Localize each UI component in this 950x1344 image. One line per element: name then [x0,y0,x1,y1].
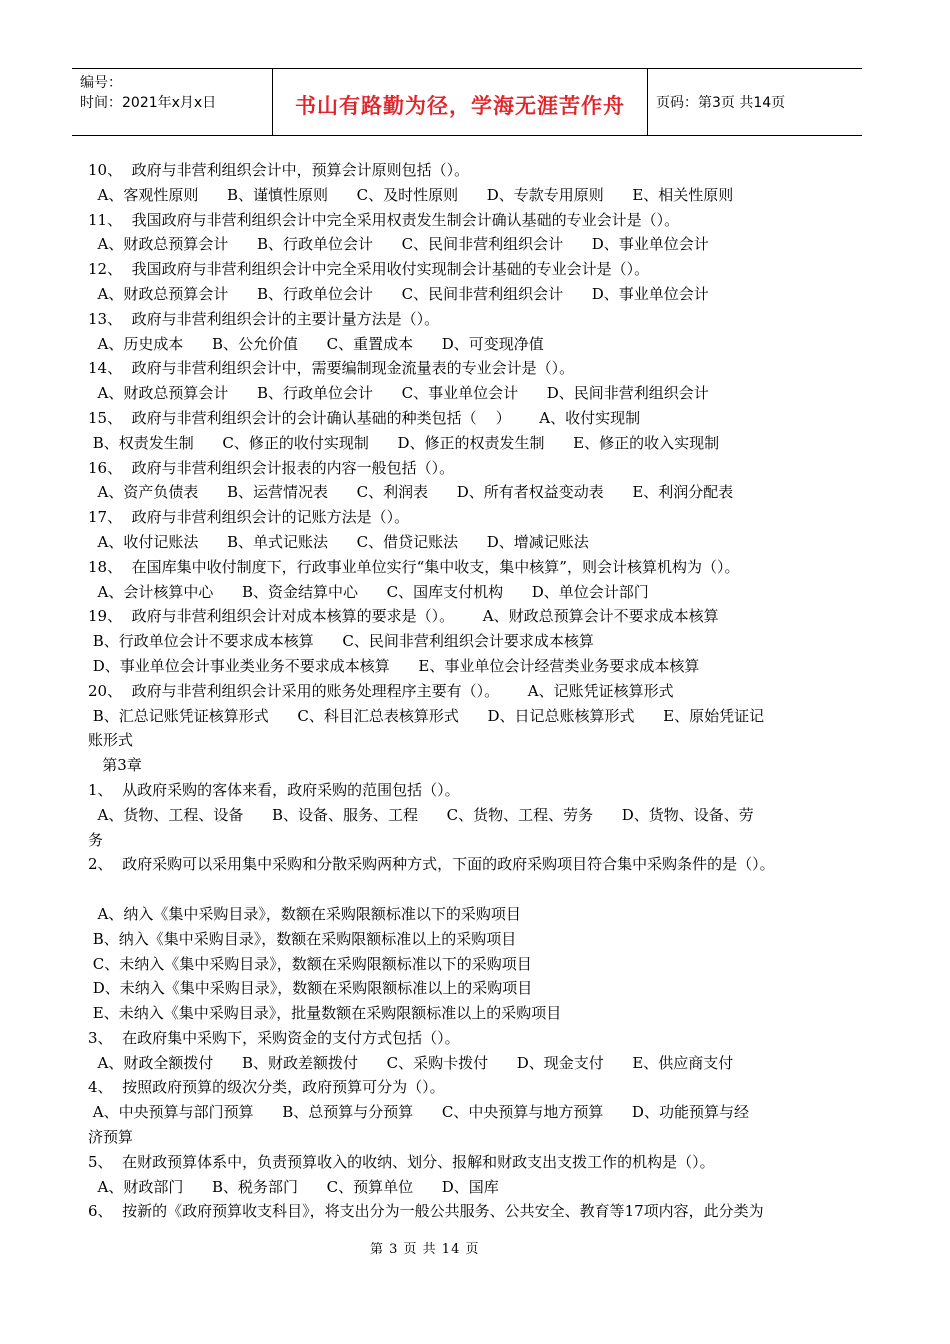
text-line: 14、 政府与非营利组织会计中，需要编制现金流量表的专业会计是（）。 [88,359,575,378]
option-line: B、纳入《集中采购目录》，数额在采购限额标准以上的采购项目 [88,929,517,948]
number-label: 编号： [80,75,122,91]
text-line: 13、 政府与非营利组织会计的主要计量方法是（）。 [88,309,440,328]
header-motto: 书山有路勤为径，学海无涯苦作舟 [273,69,648,135]
option-line: A、财政全额拨付 B、财政差额拨付 C、采购卡拨付 D、现金支付 E、供应商支付 [88,1053,734,1072]
option-line: A、纳入《集中采购目录》，数额在采购限额标准以下的采购项目 [88,904,521,923]
text-line: 10、 政府与非营利组织会计中，预算会计原则包括（）。 [88,161,470,179]
text-line: 3、 在政府集中采购下，采购资金的支付方式包括（）。 [88,1028,460,1047]
text-line: 17、 政府与非营利组织会计的记账方法是（）。 [88,508,410,527]
document-body [88,158,850,1224]
blank-line [88,877,850,902]
option-line: 济预算 [88,1128,134,1147]
text-line: 1、 从政府采购的客体来看，政府采购的范围包括（）。 [88,780,460,799]
text-line: 16、 政府与非营利组织会计报表的内容一般包括（）。 [88,458,455,477]
option-line: A、收付记账法 B、单式记账法 C、借贷记账法 D、增减记账法 [88,532,589,551]
text-line: 15、 政府与非营利组织会计的会计确认基础的种类包括（ ） A、收付实现制 [88,408,641,427]
text-line: 12、 我国政府与非营利组织会计中完全采用收付实现制会计基础的专业会计是（）。 [88,260,650,279]
text-line: 18、 在国库集中收付制度下，行政事业单位实行“集中收支，集中核算”，则会计核算机构为（）。 [88,557,740,576]
text-line: 6、 按新的《政府预算收支科目》，将支出分为一般公共服务、公共安全、教育等17项内容，此分类为 [88,1202,764,1221]
option-line: B、权责发生制 C、修正的收付实现制 D、修正的权责发生制 E、修正的收入实现制 [88,433,720,452]
option-line: B、行政单位会计不要求成本核算 C、民间非营利组织会计要求成本核算 [88,632,594,651]
option-line: 账形式 [88,731,134,750]
header-page-number: 页码：第3页 共14页 [656,95,786,111]
text-line: 2、 政府采购可以采用集中采购和分散采购两种方式，下面的政府采购项目符合集中采购条件的是（）。 [88,855,775,874]
option-line: E、未纳入《集中采购目录》，批量数额在采购限额标准以上的采购项目 [88,1004,562,1023]
page-footer: 第 3 页 共 14 页 [370,1242,480,1257]
page-header [72,68,862,136]
option-line: 务 [88,830,104,849]
option-line: D、事业单位会计事业类业务不要求成本核算 E、事业单位会计经营类业务要求成本核算 [88,656,700,675]
option-line: D、未纳入《集中采购目录》，数额在采购限额标准以上的采购项目 [88,979,533,998]
option-line: A、财政总预算会计 B、行政单位会计 C、民间非营利组织会计 D、事业单位会计 [88,284,709,303]
option-line: A、财政总预算会计 B、行政单位会计 C、事业单位会计 D、民间非营利组织会计 [88,384,709,403]
time-label: 时间：2021年x月x日 [80,95,217,111]
text-line: 4、 按照政府预算的级次分类，政府预算可分为（）。 [88,1078,445,1097]
option-line: A、财政总预算会计 B、行政单位会计 C、民间非营利组织会计 D、事业单位会计 [88,235,709,254]
option-line: A、财政部门 B、税务部门 C、预算单位 D、国库 [88,1177,499,1196]
option-line: C、未纳入《集中采购目录》，数额在采购限额标准以下的采购项目 [88,954,532,973]
option-line: A、资产负债表 B、运营情况表 C、利润表 D、所有者权益变动表 E、利润分配表 [88,483,734,502]
option-line: B、汇总记账凭证核算形式 C、科目汇总表核算形式 D、日记总账核算形式 E、原始凭证记 [88,706,765,725]
chapter-heading: 第3章 [88,756,142,775]
text-line: 5、 在财政预算体系中，负责预算收入的收纳、划分、报解和财政支出支拨工作的机构是（）。 [88,1152,715,1171]
text-line: 11、 我国政府与非营利组织会计中完全采用权责发生制会计确认基础的专业会计是（）。 [88,210,680,229]
option-line: A、货物、工程、设备 B、设备、服务、工程 C、货物、工程、劳务 D、货物、设备、劳 [88,805,754,824]
header-meta [72,69,273,135]
option-line: A、历史成本 B、公允价值 C、重置成本 D、可变现净值 [88,334,544,353]
text-line: 19、 政府与非营利组织会计对成本核算的要求是（）。 A、财政总预算会计不要求成本核算 [88,607,719,626]
option-line: A、客观性原则 B、谨慎性原则 C、及时性原则 D、专款专用原则 E、相关性原则 [88,185,734,204]
option-line: A、中央预算与部门预算 B、总预算与分预算 C、中央预算与地方预算 D、功能预算与经 [88,1103,749,1122]
text-line: 20、 政府与非营利组织会计采用的账务处理程序主要有（）。 A、记账凭证核算形式 [88,681,674,700]
option-line: A、会计核算中心 B、资金结算中心 C、国库支付机构 D、单位会计部门 [88,582,649,601]
